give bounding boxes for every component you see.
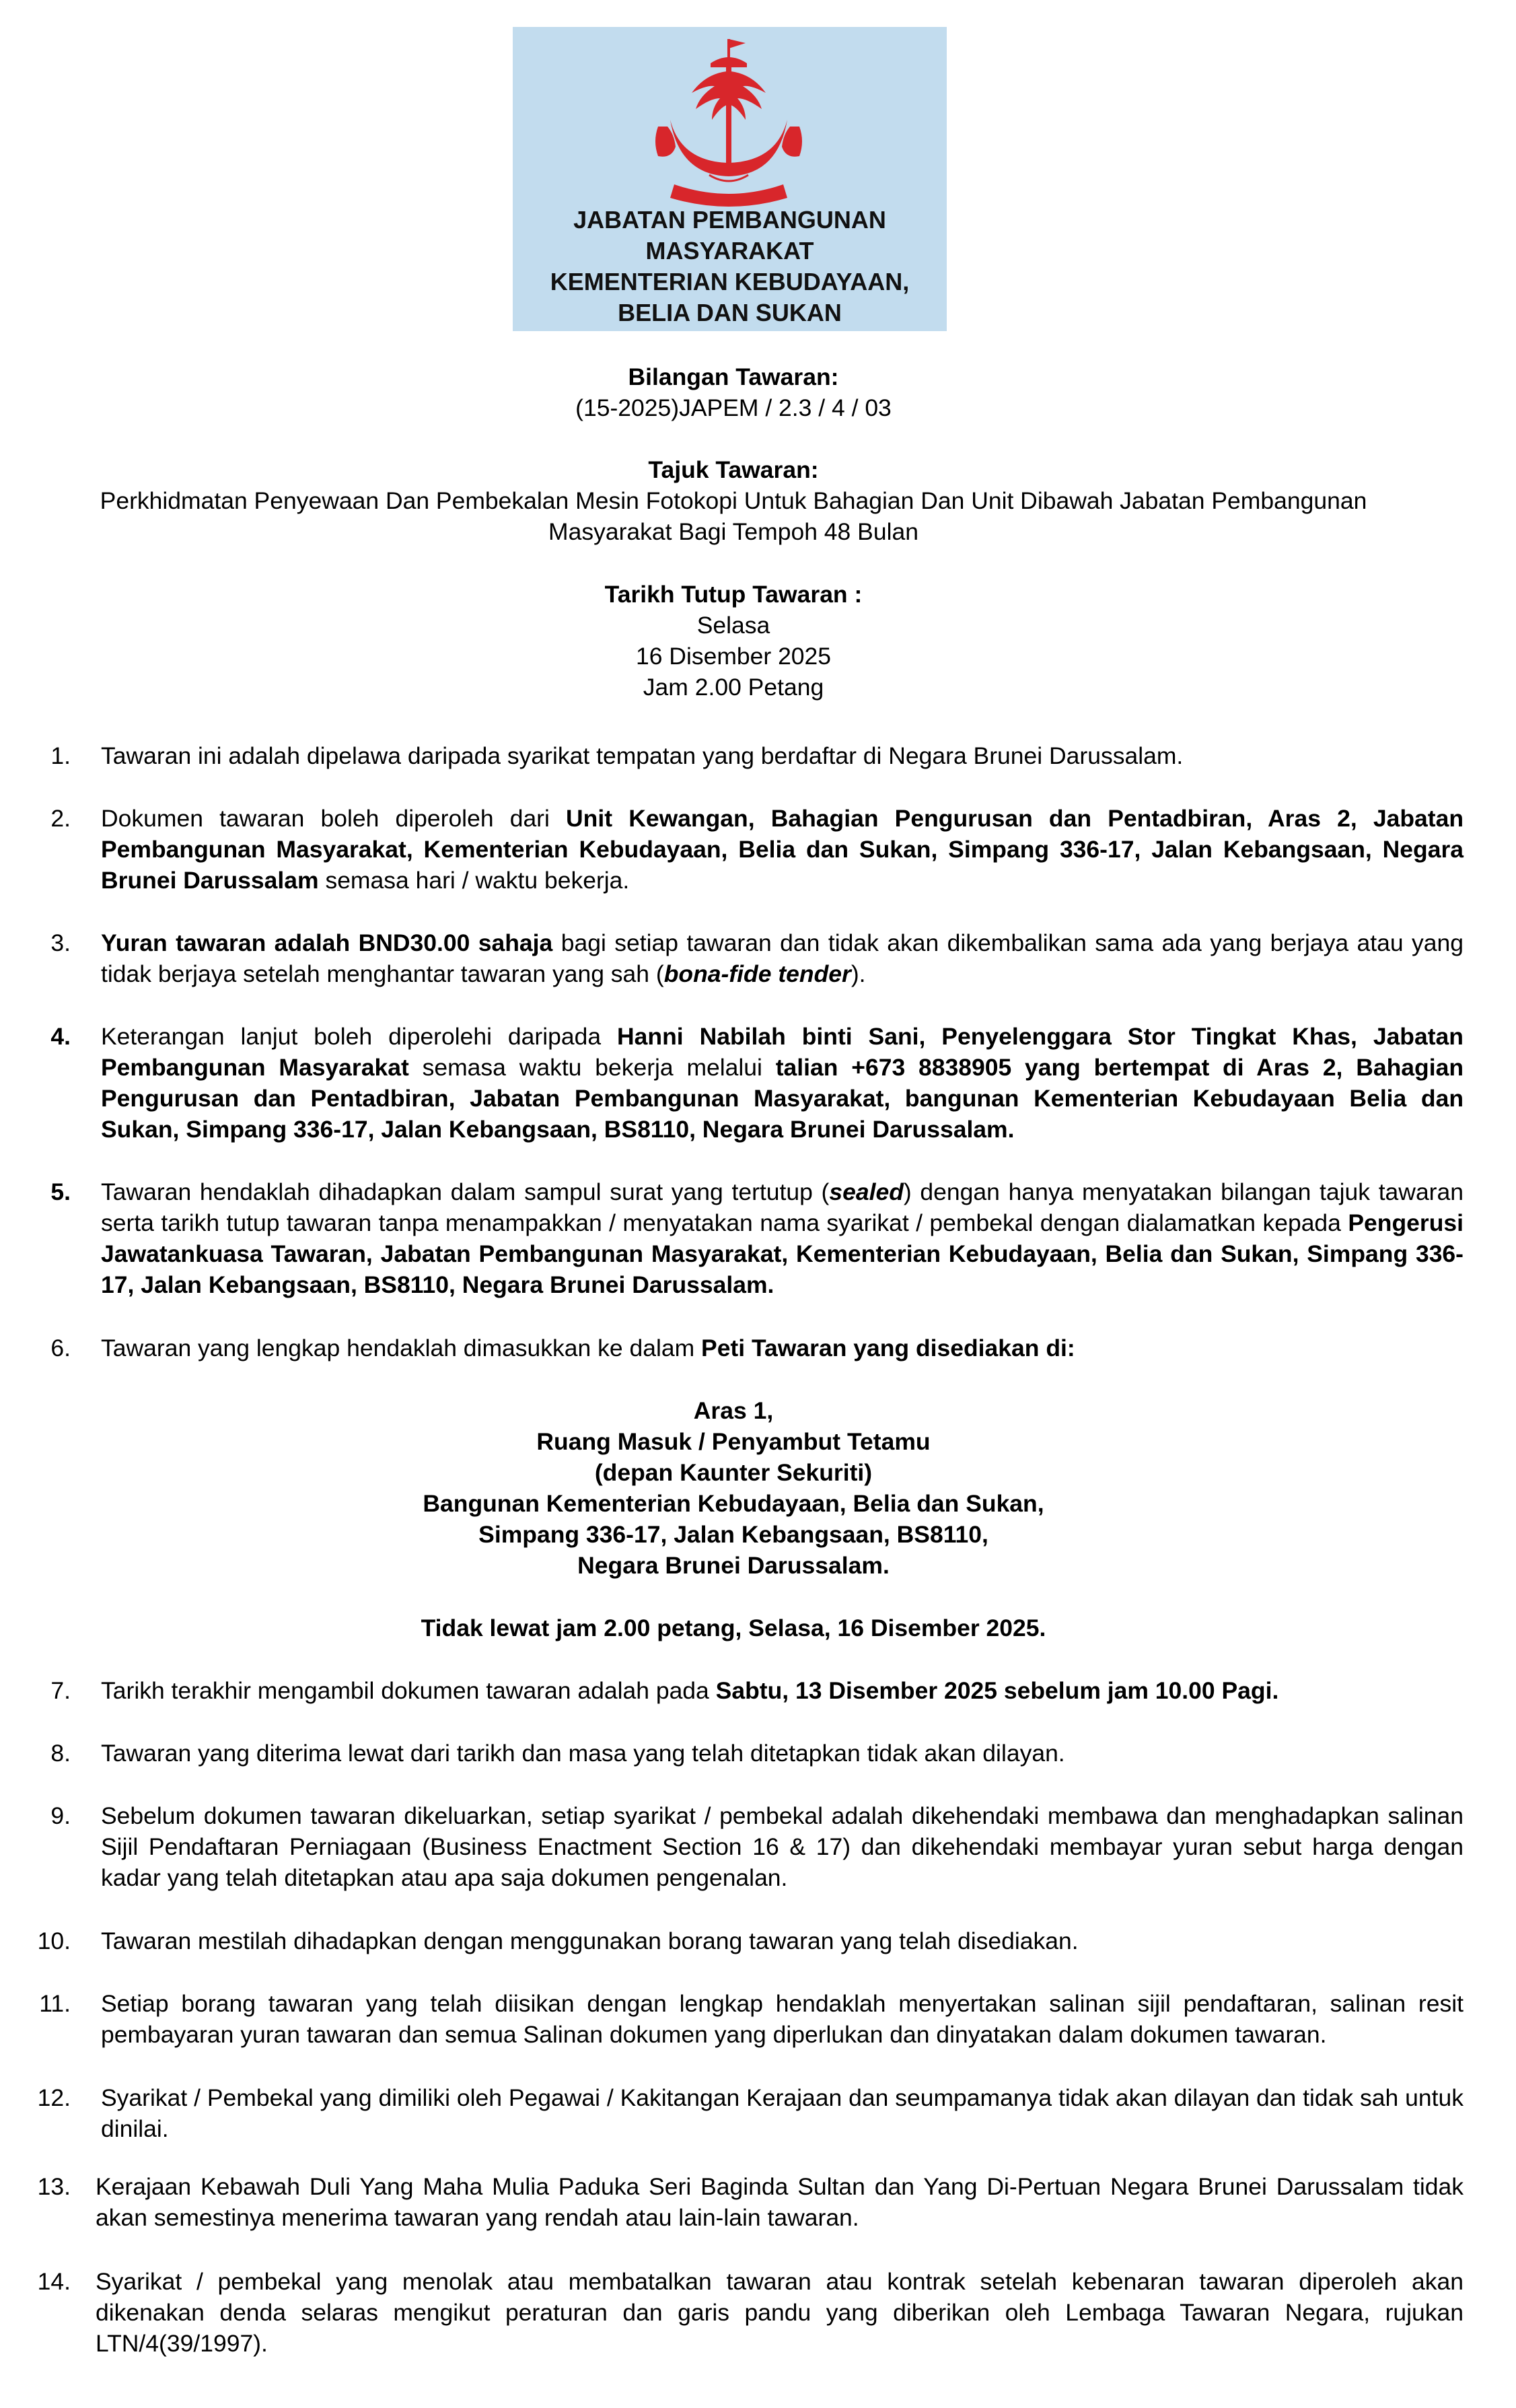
brunei-crest-icon — [645, 34, 813, 215]
clause-number: 3. — [50, 929, 71, 956]
clause-text — [101, 1675, 1464, 1706]
tender-number: (15-2025)JAPEM / 2.3 / 4 / 03 — [575, 394, 892, 421]
address-line: Bangunan Kementerian Kebudayaan, Belia dan Sukan, — [423, 1490, 1044, 1517]
clause-text — [101, 1021, 1464, 1145]
tender-title-section — [40, 454, 1427, 547]
address-line: Simpang 336-17, Jalan Kebangsaan, BS8110, — [478, 1521, 988, 1548]
clause-text-part: semasa hari / waktu bekerja. — [318, 867, 630, 894]
closing-date-section — [40, 579, 1427, 703]
clause-text: Kerajaan Kebawah Duli Yang Maha Mulia Paduka Seri Baginda Sultan dan Yang Di-Pertuan Negara Brunei Darussalam tidak akan semestinya menerima tawaran yang rendah atau lain-lain tawaran. — [96, 2173, 1464, 2231]
clause-text: Tawaran mestilah dihadapkan dengan menggunakan borang tawaran yang telah disediakan. — [101, 1927, 1079, 1954]
closing-date-label: Tarikh Tutup Tawaran : — [604, 581, 863, 608]
submission-deadline: Tidak lewat jam 2.00 petang, Selasa, 16 Disember 2025. — [421, 1615, 1046, 1641]
clause-text-part: Dokumen tawaran boleh diperoleh dari — [101, 805, 567, 832]
tender-number-section — [40, 361, 1427, 423]
clause-number: 8. — [50, 1740, 71, 1767]
tender-box-label: Peti Tawaran yang disediakan di: — [701, 1335, 1075, 1361]
clause-number: 10. — [37, 1927, 71, 1954]
clause-number: 7. — [50, 1677, 71, 1704]
clause-number: 6. — [50, 1335, 71, 1361]
clause-text-part: ). — [851, 960, 866, 987]
clause-number: 12. — [37, 2084, 71, 2111]
clause-text — [101, 1176, 1464, 1300]
address-line: Negara Brunei Darussalam. — [577, 1552, 890, 1579]
contact-person: Hanni Nabilah binti Sani, Penyelenggara Stor Tingkat Khas, Jabatan Pembangunan Masyarakat — [101, 1023, 1464, 1081]
document-collection-deadline: Sabtu, 13 Disember 2025 sebelum jam 10.00 Pagi. — [715, 1677, 1279, 1704]
clause-text-part: Tarikh terakhir mengambil dokumen tawaran adalah pada — [101, 1677, 716, 1704]
clause-number: 4. — [50, 1023, 71, 1050]
tender-title-line: Masyarakat Bagi Tempoh 48 Bulan — [548, 518, 918, 545]
closing-day: Selasa — [696, 612, 770, 639]
address-line: Ruang Masuk / Penyambut Tetamu — [536, 1428, 931, 1455]
department-name-line: JABATAN PEMBANGUNAN — [573, 206, 886, 234]
department-name — [513, 205, 947, 328]
closing-time: Jam 2.00 Petang — [643, 674, 824, 701]
clause-number: 1. — [50, 742, 71, 769]
clause-text-part: Tawaran yang lengkap hendaklah dimasukkan ke dalam — [101, 1335, 702, 1361]
clause-text: Tawaran ini adalah dipelawa daripada syarikat tempatan yang berdaftar di Negara Brunei Darussalam. — [101, 742, 1184, 769]
clause-number: 14. — [37, 2268, 71, 2295]
tender-fee: Yuran tawaran adalah BND30.00 sahaja — [101, 929, 553, 956]
address-line: Aras 1, — [693, 1397, 774, 1424]
clause-text-part: Tawaran hendaklah dihadapkan dalam sampul surat yang tertutup ( — [101, 1178, 830, 1205]
clause-text-part: Keterangan lanjut boleh diperolehi daripada — [101, 1023, 618, 1050]
clause-text: Setiap borang tawaran yang telah diisikan dengan lengkap hendaklah menyertakan salinan sijil pendaftaran, salinan resit pembayaran yuran tawaran dan semua Salinan dokumen yang diperlukan dan dinyatakan dalam dokumen tawaran. — [101, 1990, 1464, 2048]
clause-text: Syarikat / pembekal yang menolak atau membatalkan tawaran atau kontrak setelah kebenaran tawaran diperoleh akan dikenakan denda selaras mengikut peraturan dan garis pandu yang diberikan oleh Lembaga Tawaran Negara, rujukan LTN/4(39/1997). — [96, 2268, 1464, 2357]
tender-title-label: Tajuk Tawaran: — [648, 456, 819, 483]
closing-date: 16 Disember 2025 — [635, 643, 832, 670]
clause-number: 11. — [39, 1990, 71, 2017]
clause-text: Syarikat / Pembekal yang dimiliki oleh Pegawai / Kakitangan Kerajaan dan seumpamanya tidak akan dilayan dan tidak sah untuk dinilai. — [101, 2084, 1464, 2142]
clause-text-part: ) dengan hanya menyatakan bilangan tajuk tawaran serta tarikh tutup tawaran tanpa menampakkan / menyatakan nama syarikat / pembekal dengan dialamatkan kepada — [101, 1178, 1464, 1236]
clause-text-emphasis: sealed — [829, 1178, 904, 1205]
document-collection-address: Unit Kewangan, Bahagian Pengurusan dan Pentadbiran, Aras 2, Jabatan Pembangunan Masyarakat, Kementerian Kebudayaan, Belia dan Sukan, Simpang 336-17, Jalan Kebangsaan, Negara Brunei Darussalam — [101, 805, 1464, 894]
clause-text-emphasis: bona-fide tender — [663, 960, 851, 987]
clause-text — [101, 803, 1464, 896]
contact-phone-address: talian +673 8838905 yang bertempat di Aras 2, Bahagian Pengurusan dan Pentadbiran, Jabatan Pembangunan Masyarakat, bangunan Kementerian Kebudayaan Belia dan Sukan, Simpang 336-17, Jalan Kebangsaan, BS8110, Negara Brunei Darussalam. — [101, 1054, 1464, 1143]
clause-number: 5. — [50, 1178, 71, 1205]
tender-box-address — [40, 1395, 1427, 1581]
clause-text-part: semasa waktu bekerja melalui — [408, 1054, 776, 1081]
clause-number: 9. — [50, 1802, 71, 1829]
clause-number: 2. — [50, 805, 71, 832]
department-name-line: KEMENTERIAN KEBUDAYAAN, — [550, 268, 910, 295]
department-logo — [513, 27, 947, 331]
clause-number: 13. — [37, 2173, 71, 2200]
address-line: (depan Kaunter Sekuriti) — [594, 1459, 873, 1486]
tender-title-line: Perkhidmatan Penyewaan Dan Pembekalan Mesin Fotokopi Untuk Bahagian Dan Unit Dibawah Jabatan Pembangunan — [100, 487, 1367, 514]
tender-number-label: Bilangan Tawaran: — [628, 363, 839, 390]
clause-text: Tawaran yang diterima lewat dari tarikh dan masa yang telah ditetapkan tidak akan dilayan. — [101, 1740, 1065, 1767]
clause-text-part: bagi setiap tawaran dan tidak akan dikembalikan sama ada yang berjaya atau yang tidak berjaya setelah menghantar tawaran yang sah ( — [101, 929, 1464, 987]
clause-text — [101, 927, 1464, 989]
department-name-line: MASYARAKAT — [645, 237, 814, 264]
submission-address: Pengerusi Jawatankuasa Tawaran, Jabatan Pembangunan Masyarakat, Kementerian Kebudayaan, Belia dan Sukan, Simpang 336-17, Jalan Kebangsaan, BS8110, Negara Brunei Darussalam. — [101, 1209, 1464, 1298]
clause-text: Sebelum dokumen tawaran dikeluarkan, setiap syarikat / pembekal adalah dikehendaki membawa dan menghadapkan salinan Sijil Pendaftaran Perniagaan (Business Enactment Section 16 & 17) dan dikehendaki membayar yuran sebut harga dengan kadar yang telah ditetapkan atau apa saja dokumen pengenalan. — [101, 1802, 1464, 1891]
clause-text — [101, 1333, 1464, 1364]
department-name-line: BELIA DAN SUKAN — [618, 299, 842, 326]
